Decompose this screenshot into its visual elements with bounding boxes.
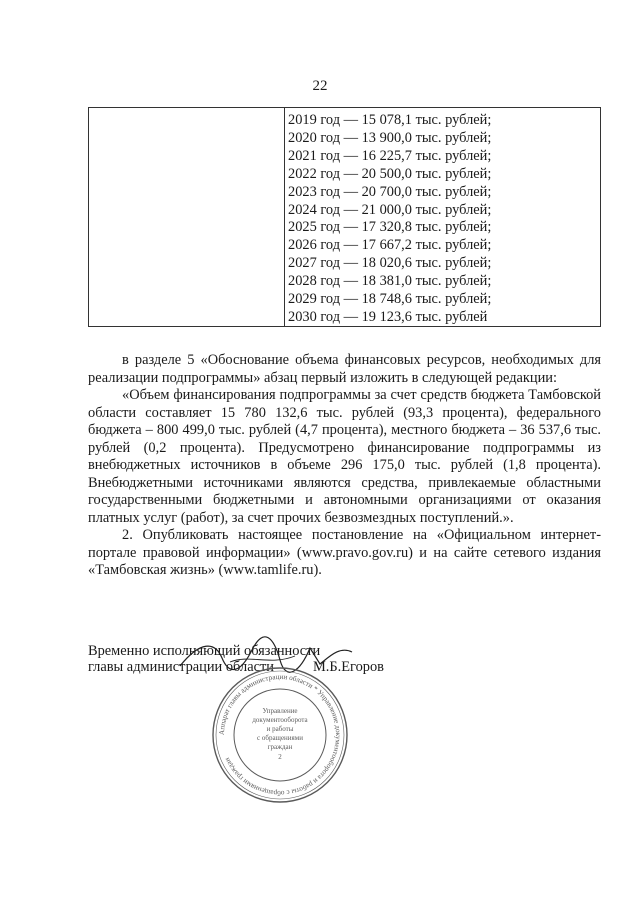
funding-year-2025: 2025 год — 17 320,8 тыс. рублей; xyxy=(288,219,492,236)
funding-year-2024: 2024 год — 21 000,0 тыс. рублей; xyxy=(288,201,492,218)
seal-outer-text: Аппарат главы администрации области * Управление документооборота и работы с обращениями граждан xyxy=(217,672,343,798)
funding-year-2028: 2028 год — 18 381,0 тыс. рублей; xyxy=(288,273,492,290)
paragraph-section5-intro: в разделе 5 «Обоснование объема финансовых ресурсов, необходимых для реализации подпрограммы» абзац первый изложить в следующей редакции: xyxy=(88,352,601,386)
signatory-title-line2: главы администрации области xyxy=(88,659,274,675)
page-number: 22 xyxy=(312,78,328,94)
paragraph-funding-text: «Объем финансирования подпрограммы за счет средств бюджета Тамбовской области составляет 15 780 132,6 тыс. рублей (93,3 процента), федерального бюджета – 800 499,0 тыс. рублей (4,7 процента), местного бюджета – 36 537,6 тыс. рублей (0,2 процента). Предусмотрено финансирование подпрограммы из внебюджетных источников в объеме 296 175,0 тыс. рублей (1,8 процента). Внебюджетными источниками являются средства, привлекаемые областными государственными бюджетными и автономными организациями от оказания платных услуг (работ), за счет прочих безвозмездных поступлений.». xyxy=(88,387,601,526)
seal-center-line-5: граждан xyxy=(267,743,293,751)
seal-center-line-1: Управление xyxy=(262,707,298,715)
funding-years-cell xyxy=(288,112,596,327)
funding-year-2023: 2023 год — 20 700,0 тыс. рублей; xyxy=(288,183,492,200)
funding-year-2021: 2021 год — 16 225,7 тыс. рублей; xyxy=(288,147,492,164)
signatory-title-line1: Временно исполняющий обязанности xyxy=(88,643,321,659)
funding-year-2020: 2020 год — 13 900,0 тыс. рублей; xyxy=(288,129,492,146)
paragraph-publish: 2. Опубликовать настоящее постановление на «Официальном интернет-портале правовой информации» (www.pravo.gov.ru) и на сайте сетевого издания «Тамбовская жизнь» (www.tamlife.ru). xyxy=(88,527,601,578)
funding-year-2022: 2022 год — 20 500,0 тыс. рублей; xyxy=(288,165,492,182)
funding-year-2019: 2019 год — 15 078,1 тыс. рублей; xyxy=(288,112,492,128)
seal-center-line-6: 2 xyxy=(278,753,282,761)
document-body xyxy=(88,352,601,580)
funding-year-2029: 2029 год — 18 748,6 тыс. рублей; xyxy=(288,291,492,308)
funding-year-2030: 2030 год — 19 123,6 тыс. рублей xyxy=(288,308,488,325)
table-divider xyxy=(284,108,285,326)
seal-center-line-2: документооборота xyxy=(252,716,308,724)
signatory-name: М.Б.Егоров xyxy=(313,659,384,675)
seal-center-line-3: и работы xyxy=(266,725,294,733)
funding-table xyxy=(88,107,601,327)
official-seal xyxy=(210,665,350,805)
seal-center-line-4: с обращениями xyxy=(257,734,303,742)
funding-year-2026: 2026 год — 17 667,2 тыс. рублей; xyxy=(288,237,492,254)
funding-year-2027: 2027 год — 18 020,6 тыс. рублей; xyxy=(288,255,492,272)
